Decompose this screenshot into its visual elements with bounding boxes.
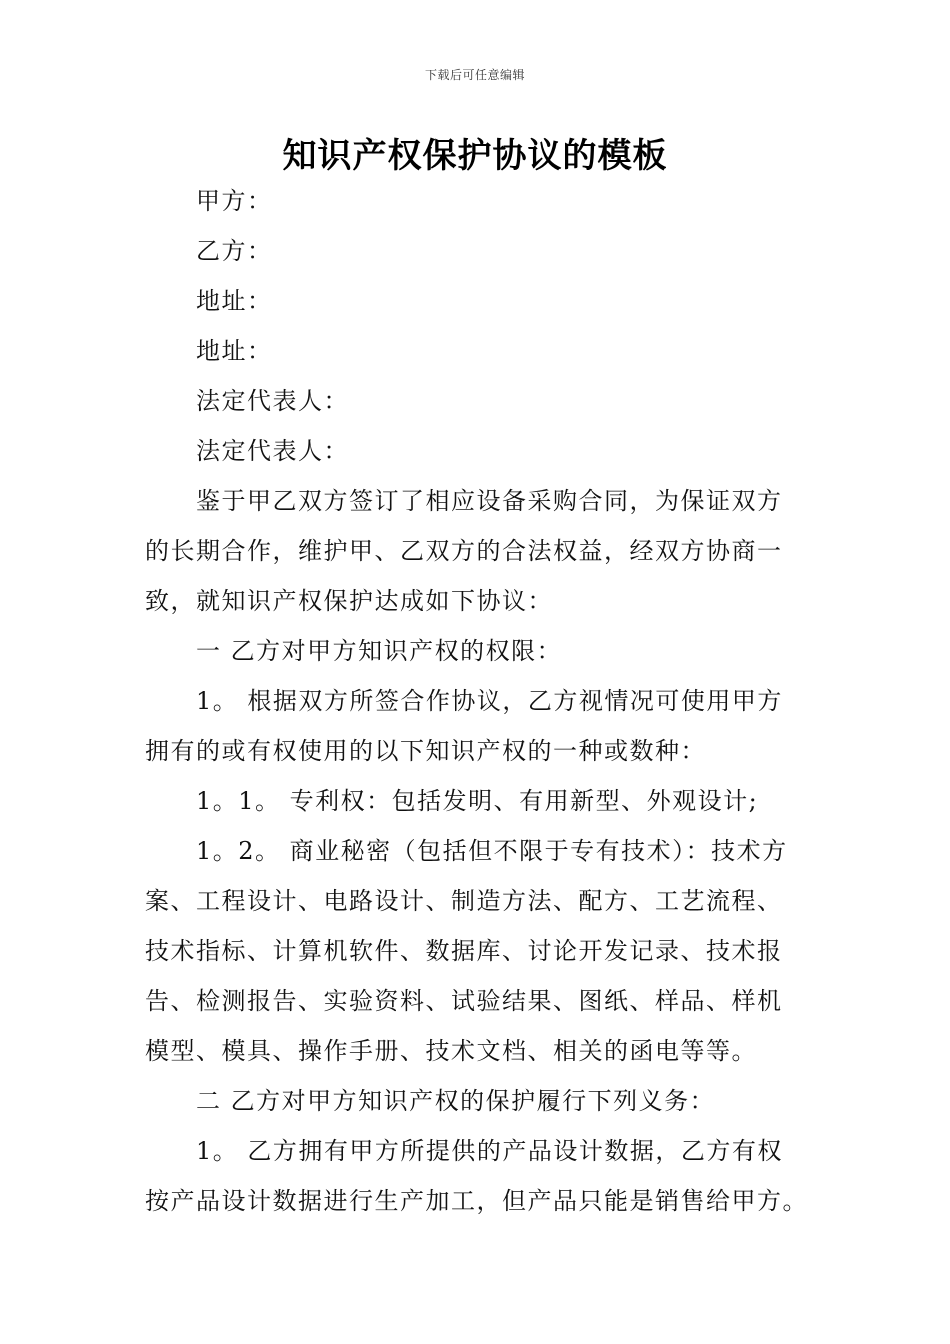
field-party-b: 乙方： (196, 237, 273, 265)
clause-line: 模型、模具、操作手册、技术文档、相关的函电等等。 (145, 1037, 757, 1065)
field-address-a: 地址： (196, 287, 273, 315)
clause-line: 按产品设计数据进行生产加工，但产品只能是销售给甲方。 (145, 1187, 808, 1215)
document-title: 知识产权保护协议的模板 (282, 136, 668, 176)
clause-line: 1。 乙方拥有甲方所提供的产品设计数据，乙方有权 (196, 1137, 783, 1165)
section-2-heading: 二 乙方对甲方知识产权的保护履行下列义务： (196, 1087, 716, 1115)
intro-line: 的长期合作，维护甲、乙双方的合法权益，经双方协商一 (145, 537, 783, 565)
clause-line: 拥有的或有权使用的以下知识产权的一种或数种： (145, 737, 706, 765)
header-note: 下载后可任意编辑 (424, 68, 525, 82)
clause-line: 1。 根据双方所签合作协议，乙方视情况可使用甲方 (196, 687, 783, 715)
clause-line: 案、工程设计、电路设计、制造方法、配方、工艺流程、 (145, 887, 783, 915)
clause-1 (145, 676, 807, 776)
intro-paragraph (145, 476, 807, 626)
clause-2-1 (145, 1126, 807, 1226)
intro-line: 鉴于甲乙双方签订了相应设备采购合同，为保证双方 (196, 487, 783, 515)
clause-line: 告、检测报告、实验资料、试验结果、图纸、样品、样机 (145, 987, 783, 1015)
clause-line: 1。2。 商业秘密（包括但不限于专有技术）：技术方 (196, 837, 788, 865)
clause-1-2 (145, 826, 807, 1076)
field-address-b: 地址： (196, 337, 273, 365)
document-body (145, 176, 807, 1226)
section-1-heading: 一 乙方对甲方知识产权的权限： (196, 637, 563, 665)
field-legal-rep-b: 法定代表人： (196, 437, 349, 465)
clause-line: 技术指标、计算机软件、数据库、讨论开发记录、技术报 (145, 937, 783, 965)
clause-1-1: 1。1。 专利权：包括发明、有用新型、外观设计; (196, 787, 759, 815)
field-party-a: 甲方： (196, 187, 273, 215)
intro-line: 致，就知识产权保护达成如下协议： (145, 587, 553, 615)
field-legal-rep-a: 法定代表人： (196, 387, 349, 415)
